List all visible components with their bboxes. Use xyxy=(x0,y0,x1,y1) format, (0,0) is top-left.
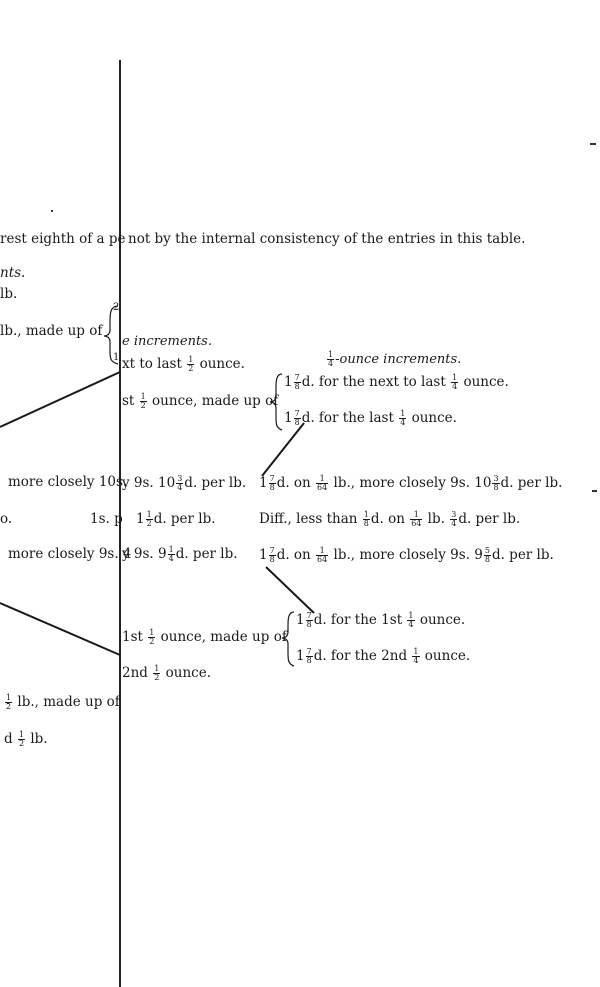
fraction: $\frac{7}{8}$ xyxy=(269,474,275,492)
fraction: $\frac{1}{2}$ xyxy=(149,628,155,646)
fraction: $\frac{1}{64}$ xyxy=(317,546,328,564)
fraction: $\frac{7}{8}$ xyxy=(306,611,312,629)
right-row: 1 $\frac{7}{8}$ d. for the next to last $\frac{1}{4}$ ounce. xyxy=(284,373,509,391)
middle-row: 1 $\frac{1}{2}$ d. per lb. xyxy=(136,510,216,528)
right-row: 1 $\frac{7}{8}$ d. on $\frac{1}{64}$ lb., more closely 9s. 10 $\frac{3}{8}$ d. per lb. xyxy=(259,474,563,492)
fraction: $\frac{7}{8}$ xyxy=(306,647,312,665)
right-row: 1 $\frac{7}{8}$ d. on $\frac{1}{64}$ lb., more closely 9s. 9 $\frac{5}{8}$ d. per lb. xyxy=(259,546,554,564)
left-text-line: d $\frac{1}{2}$ lb. xyxy=(4,730,48,748)
fraction: $\frac{7}{8}$ xyxy=(269,546,275,564)
brace-digit: 1 xyxy=(113,352,120,363)
left-text-line: lb., made up of xyxy=(0,323,103,339)
left-text-line: more closely 10s. xyxy=(8,474,128,490)
left-text-line: rest eighth of a pe xyxy=(0,231,126,247)
right-row: 1 $\frac{7}{8}$ d. for the 2nd $\frac{1}{4}$ ounce. xyxy=(296,647,471,665)
speck xyxy=(590,143,596,145)
fraction: $\frac{1}{2}$ xyxy=(6,693,12,711)
fraction: $\frac{3}{8}$ xyxy=(493,474,499,492)
fraction: $\frac{7}{8}$ xyxy=(294,409,300,427)
fraction: $\frac{1}{2}$ xyxy=(140,392,146,410)
left-text-line: nts. xyxy=(0,265,26,281)
middle-row: 1st $\frac{1}{2}$ ounce, made up of xyxy=(122,628,287,646)
right-row: 1 $\frac{7}{8}$ d. for the 1st $\frac{1}{4}$ ounce. xyxy=(296,611,466,629)
right-heading: $\frac{1}{4}$ -ounce increments. xyxy=(328,350,462,368)
left-text-line: lb. xyxy=(0,286,18,302)
brace-digit: 2 xyxy=(113,302,120,313)
fraction: $\frac{1}{8}$ xyxy=(363,510,369,528)
fraction: $\frac{1}{2}$ xyxy=(188,355,194,373)
left-text-line: o. xyxy=(0,511,13,527)
fraction: $\frac{1}{4}$ xyxy=(328,350,334,368)
middle-row: y 9s. 10 $\frac{3}{4}$ d. per lb. xyxy=(122,474,247,492)
fraction: $\frac{3}{4}$ xyxy=(451,510,457,528)
fraction: $\frac{1}{2}$ xyxy=(154,664,160,682)
fraction: $\frac{1}{64}$ xyxy=(411,510,422,528)
middle-row: st $\frac{1}{2}$ ounce, made up of xyxy=(122,392,279,410)
fraction: $\frac{1}{4}$ xyxy=(452,373,458,391)
speck xyxy=(592,490,597,492)
fraction: $\frac{1}{2}$ xyxy=(18,730,25,748)
middle-row: y 9s. 9 $\frac{1}{4}$ d. per lb. xyxy=(122,545,238,563)
fraction: $\frac{5}{8}$ xyxy=(484,546,490,564)
right-row: 1 $\frac{7}{8}$ d. for the last $\frac{1}{4}$ ounce. xyxy=(284,409,457,427)
speck xyxy=(51,210,53,212)
fraction: $\frac{1}{4}$ xyxy=(408,611,414,629)
right-row: Diff., less than $\frac{1}{8}$ d. on $\frac{1}{64}$ lb. $\frac{3}{4}$ d. per lb. xyxy=(259,510,521,528)
fraction: $\frac{7}{8}$ xyxy=(294,373,300,391)
top-note: not by the internal consistency of the entries in this table. xyxy=(128,231,526,247)
middle-heading: e increments. xyxy=(122,334,212,349)
fraction: $\frac{3}{4}$ xyxy=(177,474,183,492)
fraction: $\frac{1}{4}$ xyxy=(168,545,174,563)
left-text-line: more closely 9s. 4 xyxy=(8,546,132,562)
fraction: $\frac{1}{64}$ xyxy=(317,474,328,492)
fraction: $\frac{1}{4}$ xyxy=(413,647,419,665)
middle-row: 2nd $\frac{1}{2}$ ounce. xyxy=(122,664,211,682)
left-text-line: $\frac{1}{2}$ lb., made up of xyxy=(6,693,120,711)
left-text-line: 1s. p xyxy=(90,511,123,527)
fraction: $\frac{1}{2}$ xyxy=(146,510,152,528)
fraction: $\frac{1}{4}$ xyxy=(400,409,406,427)
middle-row: xt to last $\frac{1}{2}$ ounce. xyxy=(122,355,245,373)
